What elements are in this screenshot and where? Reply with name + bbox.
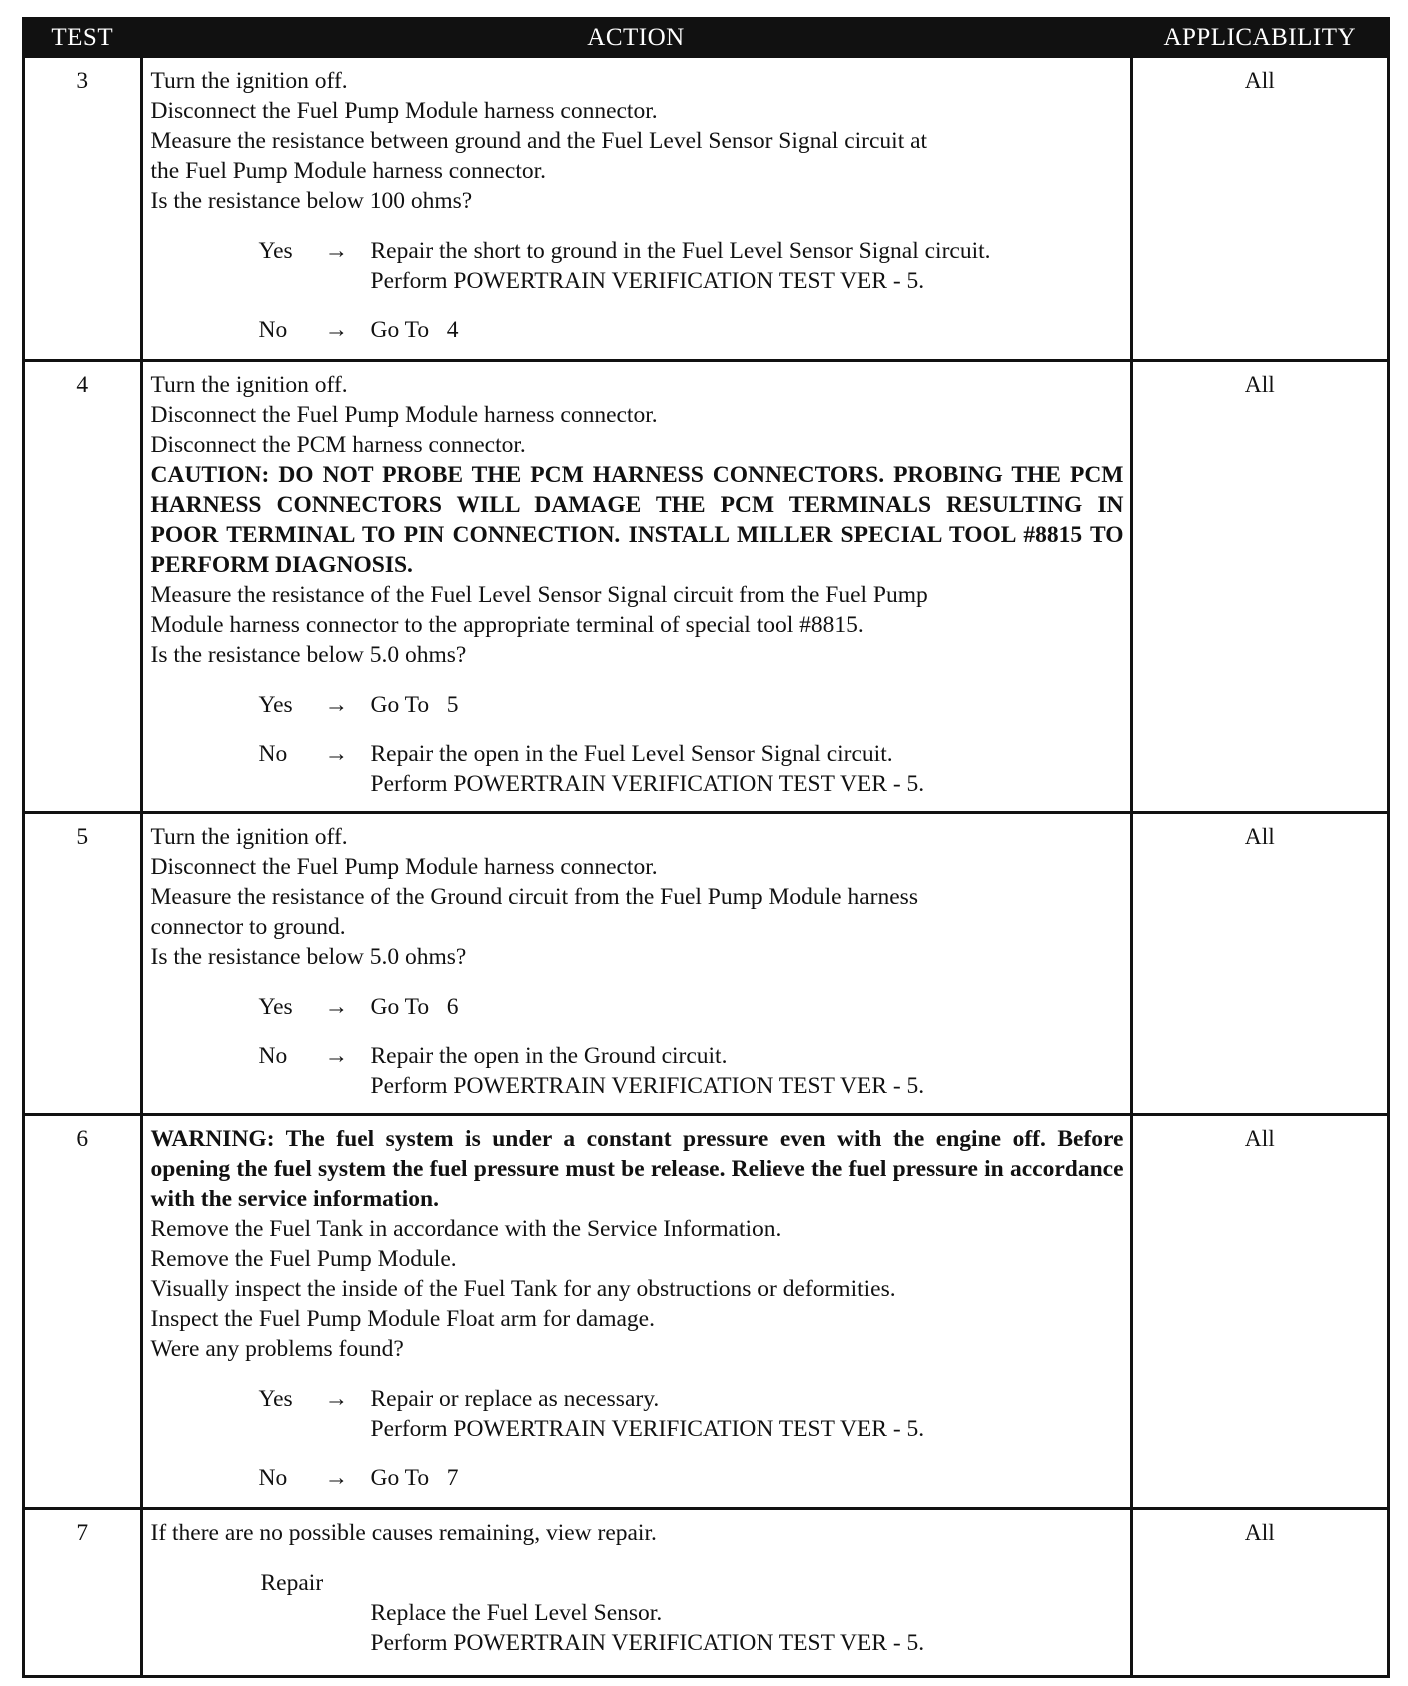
table-row: [25, 813, 1387, 1115]
question: Were any problems found?: [150, 1336, 404, 1362]
diagnostic-test-table: [22, 17, 1390, 1678]
table-row: [25, 57, 1387, 361]
arrow-icon: →: [324, 238, 348, 264]
no-label: No: [258, 741, 288, 767]
yes-branch: [259, 992, 1124, 1022]
test-number: 5: [25, 813, 141, 1115]
arrow-icon: →: [324, 317, 348, 343]
yes-label: Yes: [258, 994, 293, 1020]
yes-branch: [259, 236, 1124, 296]
repair-step: Replace the Fuel Level Sensor.: [370, 1600, 663, 1626]
test-number: 6: [25, 1115, 141, 1509]
action-cell: [141, 813, 1131, 1115]
question: Is the resistance below 100 ohms?: [150, 188, 473, 214]
step: Measure the resistance of the Ground circuit from the Fuel Pump Module harness: [150, 884, 918, 910]
applicability: All: [1131, 813, 1387, 1115]
applicability: All: [1131, 57, 1387, 361]
result-line: Perform POWERTRAIN VERIFICATION TEST VER - 5.: [370, 771, 925, 797]
yes-result: Go To 6: [370, 994, 459, 1020]
no-result: Go To 4: [370, 317, 459, 343]
step: Inspect the Fuel Pump Module Float arm for damage.: [150, 1306, 655, 1332]
test-table: [25, 20, 1387, 1675]
header-applicability: APPLICABILITY: [1131, 20, 1387, 57]
step: Module harness connector to the appropriate terminal of special tool #8815.: [150, 612, 864, 638]
result-line: Perform POWERTRAIN VERIFICATION TEST VER - 5.: [370, 268, 925, 294]
no-label: No: [258, 317, 288, 343]
yes-label: Yes: [258, 692, 293, 718]
repair-step: Perform POWERTRAIN VERIFICATION TEST VER - 5.: [370, 1630, 925, 1656]
no-branch: [259, 1463, 1124, 1493]
no-result: [371, 739, 1124, 799]
arrow-icon: →: [324, 994, 348, 1020]
table-row: [25, 1115, 1387, 1509]
step: If there are no possible causes remaining, view repair.: [150, 1520, 657, 1546]
step: Turn the ignition off.: [150, 372, 348, 398]
no-branch: [259, 315, 1124, 345]
result-line: Repair or replace as necessary.: [370, 1386, 660, 1412]
arrow-icon: →: [324, 692, 348, 718]
question: Is the resistance below 5.0 ohms?: [150, 944, 467, 970]
yes-branch: [259, 690, 1124, 720]
table-row: [25, 1509, 1387, 1675]
header-test: TEST: [25, 20, 141, 57]
repair-label: Repair: [260, 1570, 324, 1596]
applicability: All: [1131, 1115, 1387, 1509]
result-line: Perform POWERTRAIN VERIFICATION TEST VER - 5.: [370, 1073, 925, 1099]
step: Turn the ignition off.: [150, 68, 348, 94]
step: Remove the Fuel Pump Module.: [150, 1246, 457, 1272]
arrow-icon: →: [324, 1465, 348, 1491]
action-cell: [141, 1115, 1131, 1509]
step: Turn the ignition off.: [150, 824, 348, 850]
step: the Fuel Pump Module harness connector.: [150, 158, 547, 184]
step: Measure the resistance between ground and the Fuel Level Sensor Signal circuit at: [150, 128, 928, 154]
caution-text: CAUTION: DO NOT PROBE THE PCM HARNESS CONNECTORS. PROBING THE PCM HARNESS CONNECTORS WILL DAMAGE THE PCM TERMINALS RESULTING IN POOR TERMINAL TO PIN CONNECTION. INSTALL MILLER SPECIAL TOOL #8815 TO PERFORM DIAGNOSIS.: [150, 462, 1124, 578]
arrow-icon: →: [324, 1386, 348, 1412]
table-row: [25, 361, 1387, 813]
action-cell: [141, 1509, 1131, 1675]
result-line: Repair the open in the Fuel Level Sensor Signal circuit.: [370, 741, 893, 767]
no-branch: [259, 739, 1124, 799]
no-label: No: [258, 1043, 288, 1069]
applicability: All: [1131, 361, 1387, 813]
yes-branch: [259, 1384, 1124, 1444]
yes-label: Yes: [258, 1386, 293, 1412]
test-number: 4: [25, 361, 141, 813]
applicability: All: [1131, 1509, 1387, 1675]
action-cell: [141, 361, 1131, 813]
step: Disconnect the Fuel Pump Module harness connector.: [150, 98, 658, 124]
step: Disconnect the PCM harness connector.: [150, 432, 526, 458]
result-line: Repair the open in the Ground circuit.: [370, 1043, 728, 1069]
yes-result: [371, 1384, 1124, 1444]
arrow-icon: →: [324, 1043, 348, 1069]
test-number: 3: [25, 57, 141, 361]
warning-text: WARNING: The fuel system is under a constant pressure even with the engine off. Before opening the fuel system the fuel pressure must be release. Relieve the fuel pressure in accordance with the service information.: [150, 1126, 1124, 1212]
step: Visually inspect the inside of the Fuel Tank for any obstructions or deformities.: [150, 1276, 896, 1302]
no-result: [371, 1041, 1124, 1101]
no-label: No: [258, 1465, 288, 1491]
no-result: Go To 7: [370, 1465, 459, 1491]
step: Remove the Fuel Tank in accordance with the Service Information.: [150, 1216, 782, 1242]
arrow-icon: →: [324, 741, 348, 767]
header-action: ACTION: [141, 20, 1131, 57]
result-line: Perform POWERTRAIN VERIFICATION TEST VER - 5.: [370, 1416, 925, 1442]
step: connector to ground.: [150, 914, 346, 940]
yes-result: Go To 5: [370, 692, 459, 718]
header-row: [25, 20, 1387, 57]
step: Measure the resistance of the Fuel Level Sensor Signal circuit from the Fuel Pump: [150, 582, 928, 608]
no-branch: [259, 1041, 1124, 1101]
result-line: Repair the short to ground in the Fuel Level Sensor Signal circuit.: [370, 238, 991, 264]
question: Is the resistance below 5.0 ohms?: [150, 642, 467, 668]
test-number: 7: [25, 1509, 141, 1675]
action-cell: [141, 57, 1131, 361]
step: Disconnect the Fuel Pump Module harness connector.: [150, 854, 658, 880]
yes-result: [371, 236, 1124, 296]
yes-label: Yes: [258, 238, 293, 264]
step: Disconnect the Fuel Pump Module harness connector.: [150, 402, 658, 428]
